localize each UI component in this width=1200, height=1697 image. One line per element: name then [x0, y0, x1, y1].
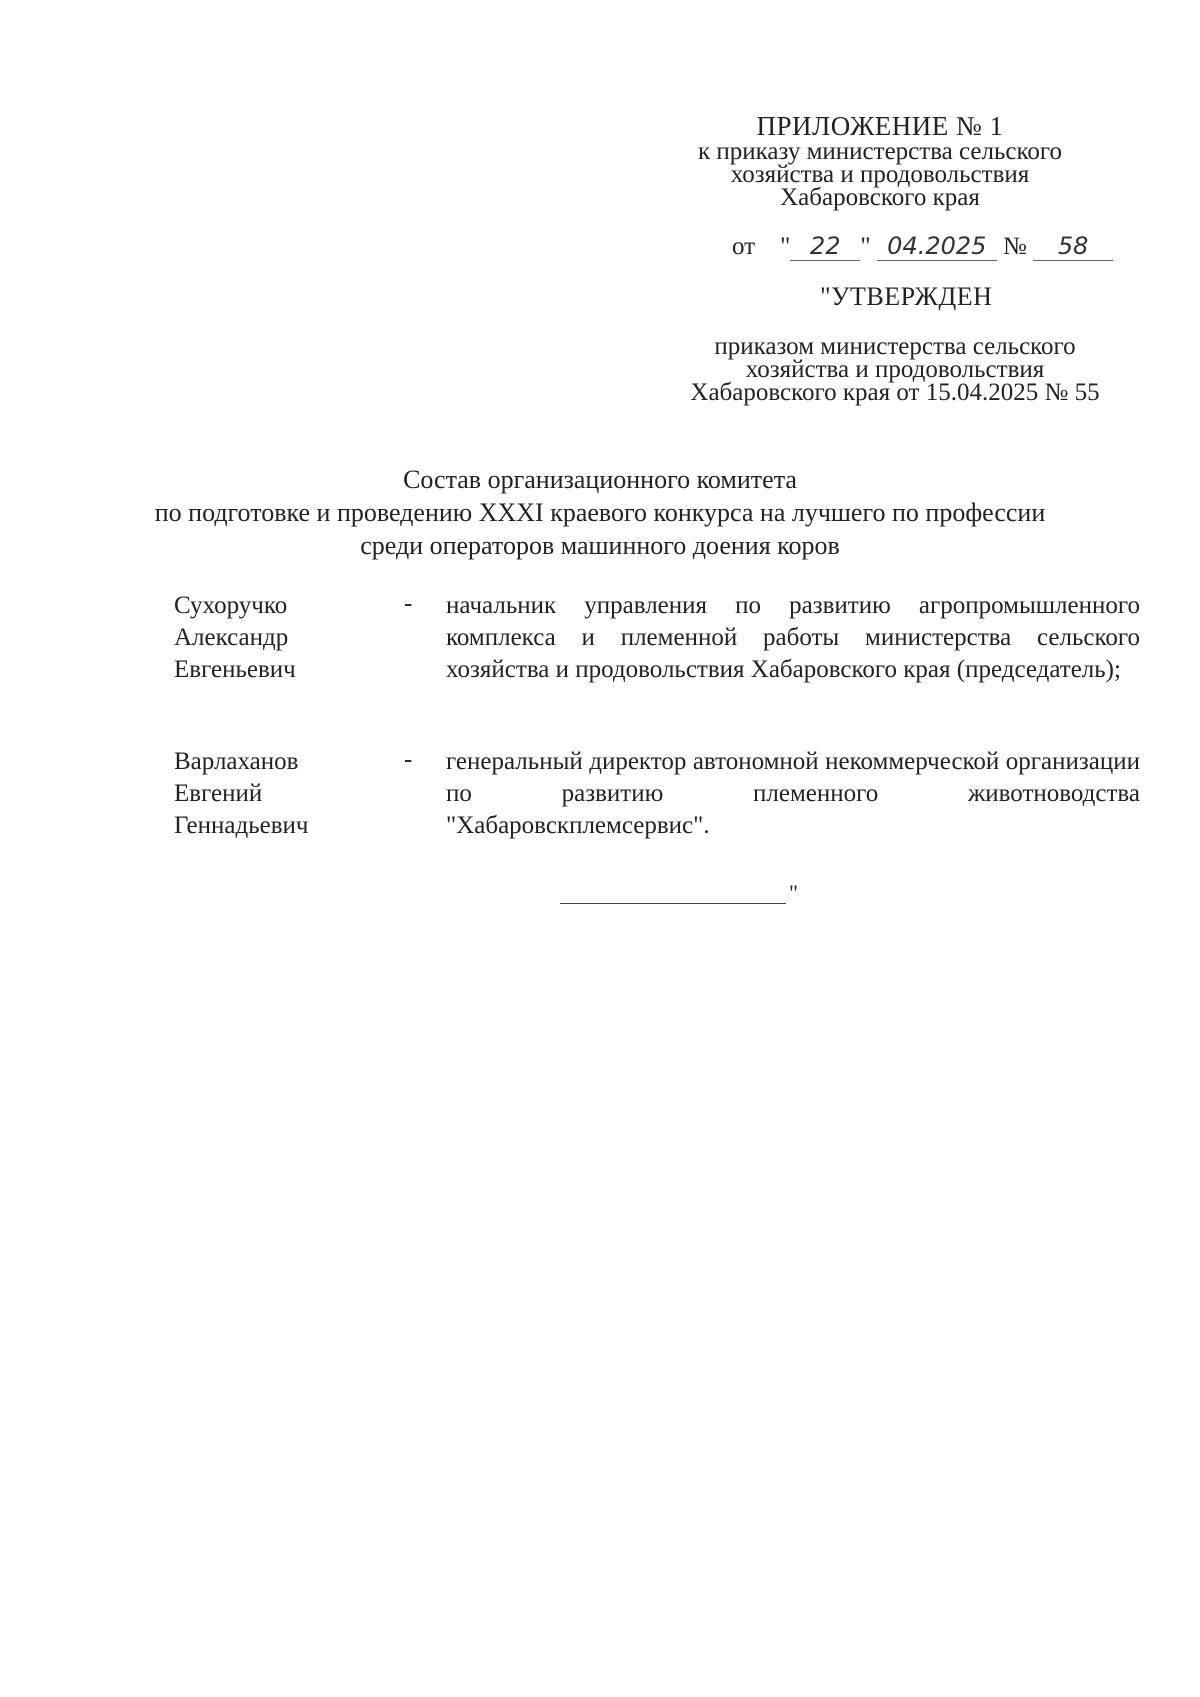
member-dash: - — [404, 746, 413, 773]
member-first-name: Александр — [174, 624, 289, 651]
order-number-label: № — [1003, 233, 1027, 260]
heading-line: по подготовке и проведению XXXI краевого конкурса на лучшего по профессии — [154, 498, 1046, 527]
member-dash: - — [404, 590, 413, 617]
member-patronymic: Евгеньевич — [174, 656, 296, 683]
member-name — [174, 746, 384, 842]
member-first-name: Евгений — [174, 780, 263, 807]
annex-line: хозяйства и продовольствия — [730, 161, 1030, 188]
closing-quote: " — [789, 880, 798, 905]
order-number: 58 — [1033, 232, 1113, 261]
member-description: генеральный директор автономной некоммерческой организации по развитию племенного животноводства "Хабаровскплемсервис". — [446, 748, 1140, 839]
annex-line: к приказу министерства сельского — [697, 138, 1062, 165]
order-day: 22 — [790, 232, 860, 261]
heading-line: среди операторов машинного доения коров — [360, 531, 840, 560]
approved-by-line: приказом министерства сельского — [714, 333, 1076, 360]
member-surname: Варлаханов — [174, 748, 299, 775]
order-date: 04.2025 — [877, 232, 997, 261]
member-name — [174, 590, 384, 686]
annex-line: Хабаровского края — [780, 184, 980, 211]
member-description: начальник управления по развитию агропромышленного комплекса и племенной работы министерства сельского хозяйства и продовольствия Хабаровского края (председатель); — [446, 592, 1140, 683]
member-patronymic: Геннадьевич — [174, 812, 309, 839]
member-surname: Сухоручко — [174, 592, 288, 619]
closing-rule — [560, 903, 786, 904]
approved-by-line: хозяйства и продовольствия — [745, 356, 1045, 383]
heading-line: Состав организационного комитета — [403, 465, 797, 494]
order-date-line: от " 22 " 04.2025 № 58 — [732, 232, 1113, 261]
annex-title: ПРИЛОЖЕНИЕ № 1 — [756, 111, 1004, 141]
approved-title: "УТВЕРЖДЕН — [820, 282, 993, 311]
approved-by-line: Хабаровского края от 15.04.2025 № 55 — [690, 379, 1100, 406]
order-date-prefix: от — [732, 233, 756, 260]
